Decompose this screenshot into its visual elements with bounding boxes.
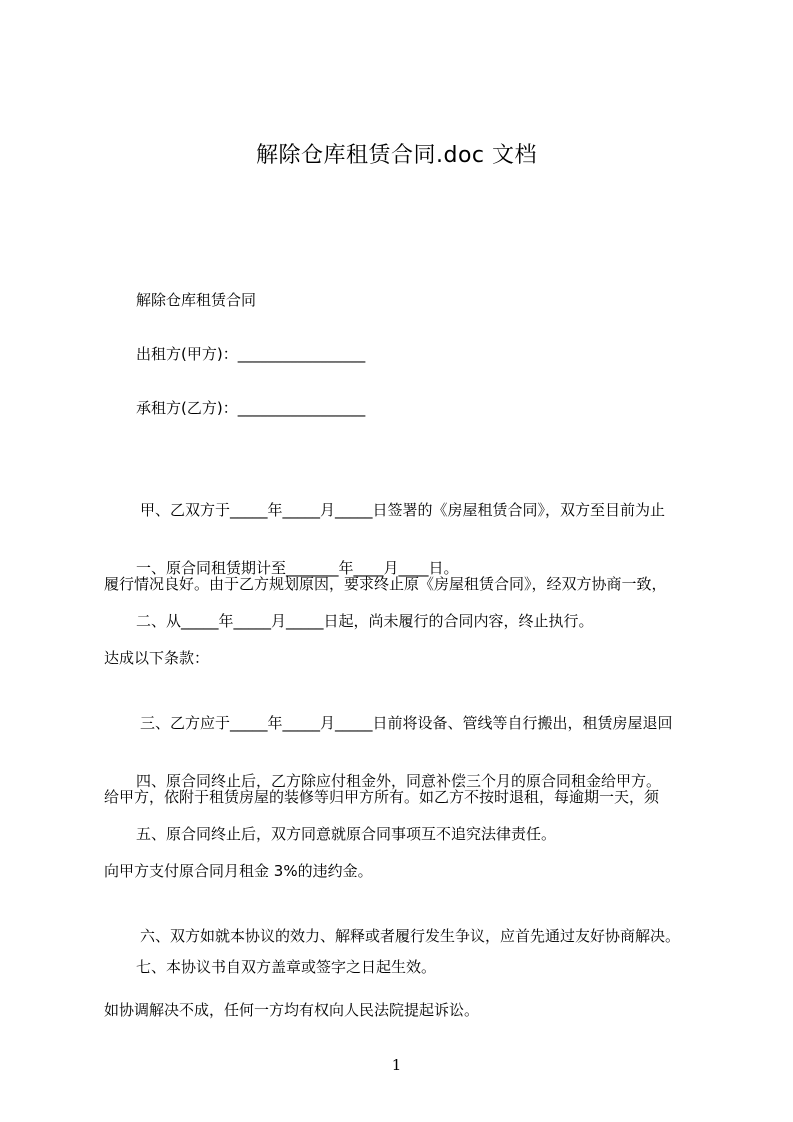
clause-5: 五、原合同终止后，双方同意就原合同事项互不追究法律责任。: [136, 825, 557, 843]
clause-6-line-2: 如协调解决不成，任何一方均有权向人民法院提起诉讼。: [104, 1001, 480, 1019]
preamble-line-3: 达成以下条款：: [104, 649, 210, 667]
lessor-line: 出租方(甲方)：_________________: [136, 345, 366, 363]
clause-3-line-3: 向甲方支付原合同月租金 3%的违约金。: [104, 862, 373, 880]
contract-heading: 解除仓库租赁合同: [136, 291, 257, 309]
preamble-line-1: 甲、乙双方于_____年_____月_____日签署的《房屋租赁合同》，双方至目前为止: [140, 501, 666, 519]
clause-3-line-2: 给甲方，依附于租赁房屋的装修等归甲方所有。如乙方不按时退租，每逾期一天，须: [104, 788, 660, 806]
clause-7: 七、本协议书自双方盖章或签字之日起生效。: [136, 958, 437, 976]
preamble-line-2: 履行情况良好。由于乙方规划原因，要求终止原《房屋租赁合同》，经双方协商一致，: [104, 575, 667, 593]
lessee-line: 承租方(乙方)：_________________: [136, 399, 366, 417]
document-title: 解除仓库租赁合同.doc 文档: [255, 143, 537, 168]
page-number: 1: [391, 1056, 402, 1074]
clause-3-line-1: 三、乙方应于_____年_____月_____日前将设备、管线等自行搬出，租赁房屋退回: [140, 714, 673, 732]
clause-6-line-1: 六、双方如就本协议的效力、解释或者履行发生争议，应首先通过友好协商解决。: [140, 927, 681, 945]
clause-2: 二、从_____年_____月_____日起，尚未履行的合同内容，终止执行。: [136, 612, 594, 630]
clause-1: 一、原合同租赁期计至_______年____月____日。: [136, 559, 459, 577]
clause-4: 四、原合同终止后，乙方除应付租金外，同意补偿三个月的原合同租金给甲方。: [136, 772, 662, 790]
